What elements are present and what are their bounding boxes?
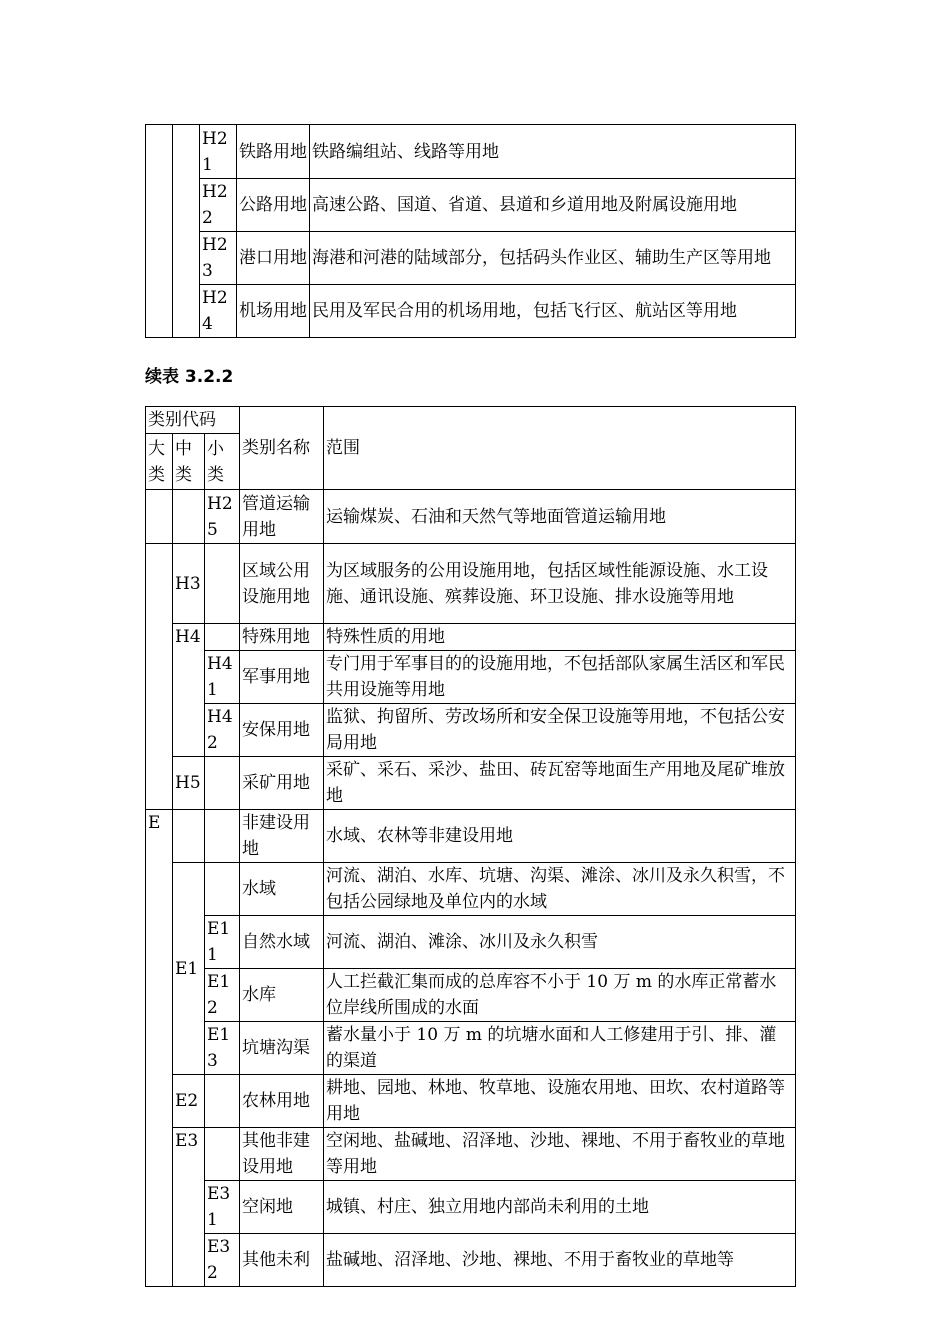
category-code-header: 类别代码 — [146, 407, 240, 434]
category-scope: 特殊性质的用地 — [324, 624, 796, 651]
major-cell — [146, 125, 173, 338]
category-name: 机场用地 — [237, 285, 310, 338]
minor-code: E32 — [205, 1234, 240, 1287]
category-name: 其他未利 — [240, 1234, 324, 1287]
table-row — [146, 757, 796, 810]
land-use-table-continued — [145, 124, 796, 338]
table-row — [146, 490, 796, 544]
minor-header: 小类 — [205, 434, 240, 490]
middle-cell — [173, 125, 200, 338]
minor-code: H21 — [200, 125, 237, 179]
scope-header: 范围 — [324, 407, 796, 490]
table-row — [146, 810, 796, 863]
minor-cell — [205, 1128, 240, 1181]
category-name: 港口用地 — [237, 232, 310, 285]
minor-cell — [205, 810, 240, 863]
category-scope: 蓄水量小于 10 万 m 的坑塘水面和人工修建用于引、排、灌的渠道 — [324, 1022, 796, 1075]
major-cell — [146, 490, 173, 544]
category-name: 铁路用地 — [237, 125, 310, 179]
category-name: 其他非建设用地 — [240, 1128, 324, 1181]
category-scope: 为区域服务的公用设施用地，包括区域性能源设施、水工设施、通讯设施、殡葬设施、环卫设施、排水设施等用地 — [324, 544, 796, 624]
minor-code: H25 — [205, 490, 240, 544]
table-row — [146, 863, 796, 916]
category-scope: 采矿、采石、采沙、盐田、砖瓦窑等地面生产用地及尾矿堆放地 — [324, 757, 796, 810]
table-row — [146, 1022, 796, 1075]
table-row — [146, 544, 796, 624]
category-scope: 空闲地、盐碱地、沼泽地、沙地、裸地、不用于畜牧业的草地等用地 — [324, 1128, 796, 1181]
table-row — [146, 1234, 796, 1287]
table-row — [146, 285, 796, 338]
table-row — [146, 1181, 796, 1234]
middle-code: E2 — [173, 1075, 205, 1128]
minor-cell — [205, 624, 240, 651]
minor-code: E11 — [205, 916, 240, 969]
category-name: 区域公用设施用地 — [240, 544, 324, 624]
middle-code: H3 — [173, 544, 205, 624]
category-name: 水库 — [240, 969, 324, 1022]
middle-code: E3 — [173, 1128, 205, 1287]
category-scope: 盐碱地、沼泽地、沙地、裸地、不用于畜牧业的草地等 — [324, 1234, 796, 1287]
minor-code: E13 — [205, 1022, 240, 1075]
category-scope: 河流、湖泊、滩涂、冰川及永久积雪 — [324, 916, 796, 969]
category-name: 采矿用地 — [240, 757, 324, 810]
category-name: 管道运输用地 — [240, 490, 324, 544]
middle-header: 中类 — [173, 434, 205, 490]
category-name: 空闲地 — [240, 1181, 324, 1234]
category-name: 公路用地 — [237, 179, 310, 232]
middle-code: H5 — [173, 757, 205, 810]
category-scope: 铁路编组站、线路等用地 — [310, 125, 796, 179]
category-name: 自然水域 — [240, 916, 324, 969]
category-scope: 河流、湖泊、水库、坑塘、沟渠、滩涂、冰川及永久积雪，不包括公园绿地及单位内的水域 — [324, 863, 796, 916]
category-name: 水域 — [240, 863, 324, 916]
land-use-table — [145, 406, 796, 1287]
middle-code: H4 — [173, 624, 205, 757]
category-name: 非建设用地 — [240, 810, 324, 863]
minor-cell — [205, 1075, 240, 1128]
category-name: 坑塘沟渠 — [240, 1022, 324, 1075]
category-scope: 高速公路、国道、省道、县道和乡道用地及附属设施用地 — [310, 179, 796, 232]
category-scope: 民用及军民合用的机场用地，包括飞行区、航站区等用地 — [310, 285, 796, 338]
minor-cell — [205, 863, 240, 916]
minor-code: H24 — [200, 285, 237, 338]
table-row — [146, 651, 796, 704]
table-caption: 续表 3.2.2 — [145, 367, 234, 387]
minor-code: H22 — [200, 179, 237, 232]
category-scope: 监狱、拘留所、劳改场所和安全保卫设施等用地，不包括公安局用地 — [324, 704, 796, 757]
header-row — [146, 407, 796, 434]
category-scope: 专门用于军事目的的设施用地，不包括部队家属生活区和军民共用设施等用地 — [324, 651, 796, 704]
category-name: 农林用地 — [240, 1075, 324, 1128]
table-row — [146, 916, 796, 969]
category-scope: 耕地、园地、林地、牧草地、设施农用地、田坎、农村道路等用地 — [324, 1075, 796, 1128]
minor-code: E31 — [205, 1181, 240, 1234]
major-code: E — [146, 810, 173, 1287]
minor-code: H42 — [205, 704, 240, 757]
table-row — [146, 969, 796, 1022]
category-scope: 城镇、村庄、独立用地内部尚未利用的土地 — [324, 1181, 796, 1234]
table-row — [146, 1128, 796, 1181]
table-row — [146, 704, 796, 757]
minor-cell — [205, 757, 240, 810]
category-name: 军事用地 — [240, 651, 324, 704]
table-row — [146, 624, 796, 651]
middle-code: E1 — [173, 863, 205, 1075]
minor-code: E12 — [205, 969, 240, 1022]
minor-code: H41 — [205, 651, 240, 704]
major-header: 大类 — [146, 434, 173, 490]
category-name: 安保用地 — [240, 704, 324, 757]
middle-cell — [173, 490, 205, 544]
category-scope: 水域、农林等非建设用地 — [324, 810, 796, 863]
middle-cell — [173, 810, 205, 863]
category-scope: 人工拦截汇集而成的总库容不小于 10 万 m 的水库正常蓄水位岸线所围成的水面 — [324, 969, 796, 1022]
table-row — [146, 1075, 796, 1128]
minor-code: H23 — [200, 232, 237, 285]
category-scope: 海港和河港的陆域部分，包括码头作业区、辅助生产区等用地 — [310, 232, 796, 285]
category-name: 特殊用地 — [240, 624, 324, 651]
category-scope: 运输煤炭、石油和天然气等地面管道运输用地 — [324, 490, 796, 544]
minor-cell — [205, 544, 240, 624]
name-header: 类别名称 — [240, 407, 324, 490]
major-cell — [146, 544, 173, 810]
table-row — [146, 179, 796, 232]
table-row — [146, 232, 796, 285]
table-row — [146, 125, 796, 179]
